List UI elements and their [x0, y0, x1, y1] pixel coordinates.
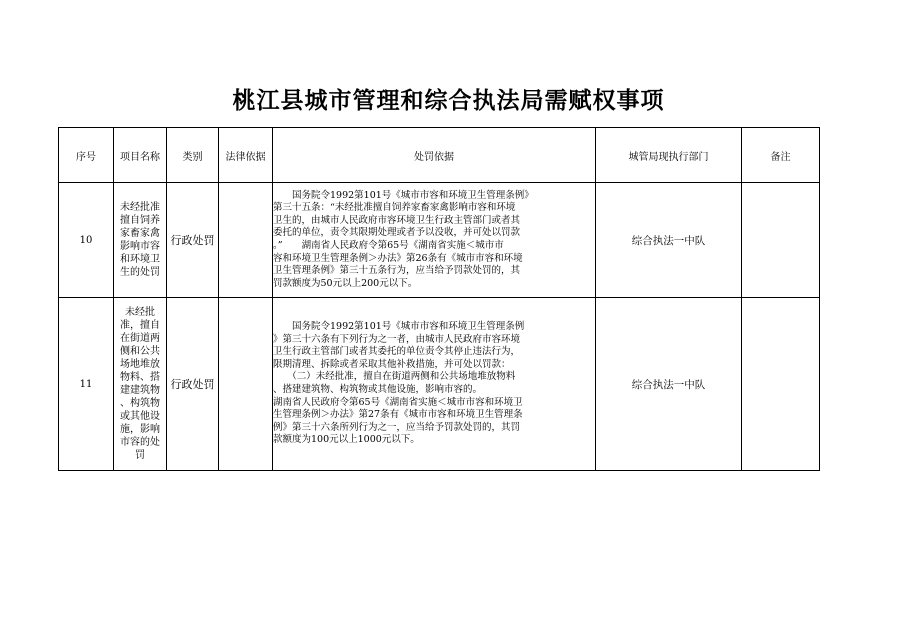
item-name-line: 罚	[135, 450, 145, 461]
department-cell: 综合执法一中队	[596, 183, 742, 298]
item-name-line: 影响市容	[120, 241, 160, 252]
law-basis-cell	[219, 183, 273, 298]
basis-line: 卫生行政主管部门或者其委托的单位责令其停止违法行为，	[273, 346, 521, 358]
basis-line: 湖南省人民政府令第65号《湖南省实施＜城市市容和环境卫	[273, 396, 523, 408]
header-basis: 处罚依据	[273, 128, 596, 183]
authorization-table	[58, 127, 820, 471]
basis-line: 卫生的，由城市人民政府市容环境卫生行政主管部门或者其	[273, 214, 521, 226]
penalty-basis-cell	[273, 183, 596, 298]
item-name-line: 建建筑物	[120, 385, 160, 396]
seq-cell: 10	[59, 183, 114, 298]
item-name-line: 准，擅自	[120, 320, 160, 331]
item-name-line: 擅自饲养	[120, 215, 160, 226]
item-name-line: 或其他设	[120, 411, 160, 422]
header-seq: 序号	[59, 128, 114, 183]
item-name-line: 场地堆放	[120, 359, 160, 370]
basis-line: 、搭建建筑物、构筑物或其他设施，影响市容的。	[273, 384, 483, 395]
item-name-line: 未经批准	[120, 202, 160, 213]
basis-line: 罚款额度为50元以上200元以下。	[273, 277, 418, 289]
basis-line: （二）未经批准，擅自在街道两侧和公共场地堆放物料	[273, 371, 516, 383]
item-name-line: 和环境卫	[120, 254, 160, 265]
category-cell: 行政处罚	[167, 298, 219, 471]
header-law: 法律依据	[219, 128, 273, 183]
item-name-line: 物料、搭	[120, 372, 160, 383]
note-cell	[742, 298, 820, 471]
basis-line: 国务院令1992第101号《城市市容和环境卫生管理条例》	[273, 189, 534, 201]
basis-line: 容和环境卫生管理条例＞办法》第26条有《城市市容和环境	[273, 252, 523, 264]
item-name-line: 侧和公共	[120, 346, 160, 357]
law-basis-cell	[219, 298, 273, 471]
basis-line: 卫生管理条例》第三十五条行为，应当给予罚款处罚的，其	[273, 265, 521, 277]
header-note: 备注	[742, 128, 820, 183]
header-row	[59, 128, 820, 183]
table-row	[59, 183, 820, 298]
category-cell: 行政处罚	[167, 183, 219, 298]
basis-line: 国务院令1992第101号《城市市容和环境卫生管理条例	[273, 321, 525, 333]
basis-line: 例》第三十六条所列行为之一，应当给予罚款处罚的，其罚	[273, 421, 521, 433]
item-name-cell	[114, 183, 167, 298]
item-name-line: 生的处罚	[120, 267, 160, 278]
item-name-line: 家畜家禽	[120, 228, 160, 239]
department-cell: 综合执法一中队	[596, 298, 742, 471]
table-row	[59, 298, 820, 471]
page-title: 桃江县城市管理和综合执法局需赋权事项	[232, 88, 665, 114]
basis-line: 第三十五条：“未经批准擅自饲养家畜家禽影响市容和环境	[273, 202, 516, 214]
item-name-line: 、构筑物	[120, 398, 160, 409]
item-name-cell	[114, 298, 167, 471]
item-name-line: 市容的处	[120, 437, 160, 448]
basis-line: 。” 湖南省人民政府令第65号《湖南省实施＜城市市	[273, 240, 504, 251]
basis-line: 生管理条例＞办法》第27条有《城市市容和环境卫生管理条	[273, 409, 523, 421]
seq-cell: 11	[59, 298, 114, 471]
header-dept: 城管局现执行部门	[596, 128, 742, 183]
penalty-basis-cell	[273, 298, 596, 471]
item-name-line: 施，影响	[120, 424, 160, 435]
header-name: 项目名称	[114, 128, 167, 183]
header-type: 类别	[167, 128, 219, 183]
basis-line: 款额度为100元以上1000元以下。	[273, 434, 420, 446]
item-name-line: 在街道两	[120, 333, 160, 344]
basis-line: 限期清理、拆除或者采取其他补救措施，并可处以罚款：	[273, 358, 511, 370]
basis-line: 》第三十六条有下列行为之一者，由城市人民政府市容环境	[273, 333, 521, 345]
note-cell	[742, 183, 820, 298]
basis-line: 委托的单位，责令其限期处理或者予以没收，并可处以罚款	[273, 227, 521, 239]
item-name-line: 未经批	[125, 307, 155, 318]
